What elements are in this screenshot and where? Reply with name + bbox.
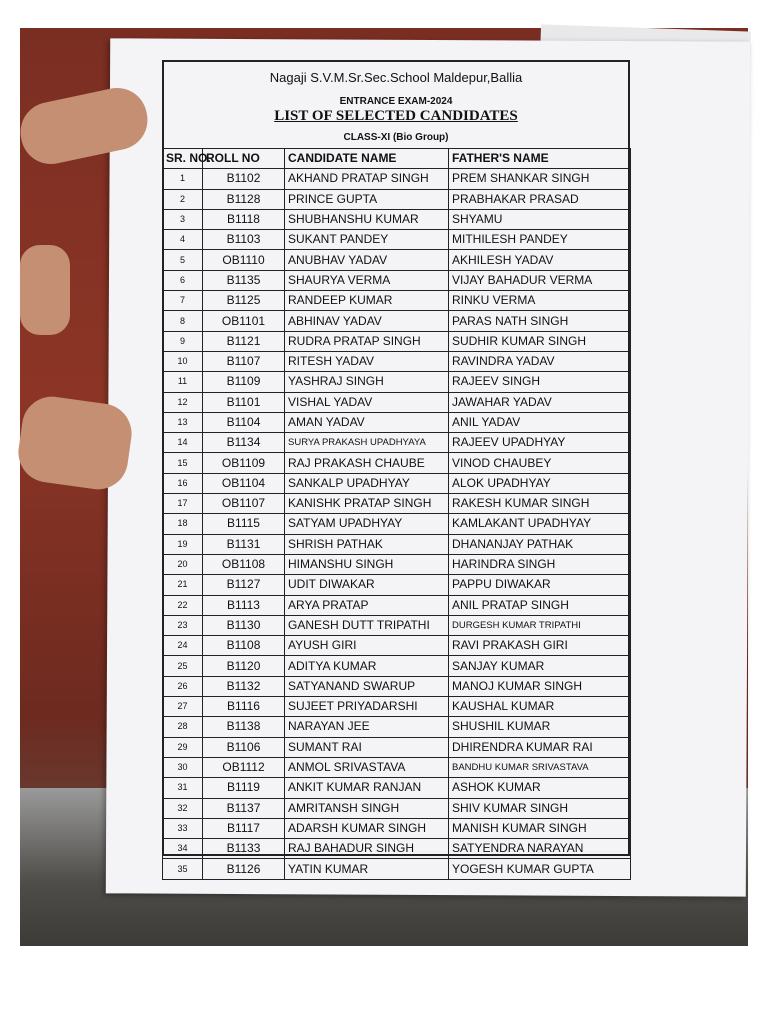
roll-cell: B1120	[203, 656, 285, 676]
table-row	[163, 839, 631, 859]
father-name-cell: MANOJ KUMAR SINGH	[449, 676, 631, 696]
roll-cell: OB1104	[203, 473, 285, 493]
father-name-cell: SANJAY KUMAR	[449, 656, 631, 676]
roll-cell: B1109	[203, 372, 285, 392]
roll-cell: OB1108	[203, 554, 285, 574]
candidate-name-cell: YASHRAJ SINGH	[285, 372, 449, 392]
table-row	[163, 859, 631, 879]
candidate-name-cell: YATIN KUMAR	[285, 859, 449, 879]
sr-cell: 7	[163, 291, 203, 311]
father-name-cell: ANIL PRATAP SINGH	[449, 595, 631, 615]
header-fathers-name: FATHER'S NAME	[449, 149, 631, 169]
table-row	[163, 433, 631, 453]
header-sr-no: SR. NO.	[163, 149, 203, 169]
sr-cell: 19	[163, 534, 203, 554]
roll-cell: B1104	[203, 412, 285, 432]
candidate-name-cell: RAJ PRAKASH CHAUBE	[285, 453, 449, 473]
table-row	[163, 676, 631, 696]
roll-cell: B1133	[203, 839, 285, 859]
father-name-cell: PREM SHANKAR SINGH	[449, 169, 631, 189]
father-name-cell: RAJEEV SINGH	[449, 372, 631, 392]
roll-cell: B1126	[203, 859, 285, 879]
sr-cell: 5	[163, 250, 203, 270]
table-row	[163, 717, 631, 737]
table-row	[163, 757, 631, 777]
roll-cell: B1134	[203, 433, 285, 453]
candidate-name-cell: SATYANAND SWARUP	[285, 676, 449, 696]
roll-cell: B1108	[203, 636, 285, 656]
table-row	[163, 291, 631, 311]
table-row	[163, 615, 631, 635]
roll-cell: B1121	[203, 331, 285, 351]
table-row	[163, 351, 631, 371]
father-name-cell: RAVI PRAKASH GIRI	[449, 636, 631, 656]
table-row	[163, 453, 631, 473]
sr-cell: 17	[163, 494, 203, 514]
roll-cell: B1119	[203, 778, 285, 798]
father-name-cell: DURGESH KUMAR TRIPATHI	[449, 615, 631, 635]
roll-cell: B1113	[203, 595, 285, 615]
table-row	[163, 514, 631, 534]
sr-cell: 1	[163, 169, 203, 189]
table-row	[163, 473, 631, 493]
table-row	[163, 311, 631, 331]
roll-cell: B1130	[203, 615, 285, 635]
table-row	[163, 778, 631, 798]
table-row	[163, 270, 631, 290]
candidate-name-cell: SHAURYA VERMA	[285, 270, 449, 290]
roll-cell: B1125	[203, 291, 285, 311]
father-name-cell: DHIRENDRA KUMAR RAI	[449, 737, 631, 757]
father-name-cell: KAMLAKANT UPADHYAY	[449, 514, 631, 534]
father-name-cell: RAJEEV UPADHYAY	[449, 433, 631, 453]
candidate-name-cell: AYUSH GIRI	[285, 636, 449, 656]
candidate-name-cell: ADARSH KUMAR SINGH	[285, 818, 449, 838]
candidate-name-cell: RAJ BAHADUR SINGH	[285, 839, 449, 859]
selection-list-frame	[162, 60, 630, 876]
table-row	[163, 554, 631, 574]
table-row	[163, 737, 631, 757]
roll-cell: B1101	[203, 392, 285, 412]
candidate-name-cell: AKHAND PRATAP SINGH	[285, 169, 449, 189]
father-name-cell: RAKESH KUMAR SINGH	[449, 494, 631, 514]
sr-cell: 21	[163, 575, 203, 595]
sr-cell: 29	[163, 737, 203, 757]
roll-cell: B1138	[203, 717, 285, 737]
header-candidate-name: CANDIDATE NAME	[285, 149, 449, 169]
table-row	[163, 250, 631, 270]
father-name-cell: RINKU VERMA	[449, 291, 631, 311]
father-name-cell: MANISH KUMAR SINGH	[449, 818, 631, 838]
father-name-cell: ANIL YADAV	[449, 412, 631, 432]
roll-cell: B1116	[203, 697, 285, 717]
sr-cell: 34	[163, 839, 203, 859]
table-row	[163, 169, 631, 189]
table-row	[163, 595, 631, 615]
table-row	[163, 412, 631, 432]
sr-cell: 11	[163, 372, 203, 392]
roll-cell: B1115	[203, 514, 285, 534]
sr-cell: 9	[163, 331, 203, 351]
roll-cell: OB1112	[203, 757, 285, 777]
sr-cell: 12	[163, 392, 203, 412]
father-name-cell: PAPPU DIWAKAR	[449, 575, 631, 595]
table-row	[163, 697, 631, 717]
father-name-cell: MITHILESH PANDEY	[449, 230, 631, 250]
roll-cell: B1118	[203, 209, 285, 229]
roll-cell: OB1107	[203, 494, 285, 514]
candidate-name-cell: ANMOL SRIVASTAVA	[285, 757, 449, 777]
table-row	[163, 818, 631, 838]
table-row	[163, 534, 631, 554]
sr-cell: 32	[163, 798, 203, 818]
school-name: Nagaji S.V.M.Sr.Sec.School Maldepur,Ballia	[269, 70, 523, 85]
sr-cell: 18	[163, 514, 203, 534]
candidate-name-cell: ANKIT KUMAR RANJAN	[285, 778, 449, 798]
candidate-name-cell: NARAYAN JEE	[285, 717, 449, 737]
father-name-cell: SUDHIR KUMAR SINGH	[449, 331, 631, 351]
roll-cell: B1127	[203, 575, 285, 595]
roll-cell: OB1109	[203, 453, 285, 473]
father-name-cell: BANDHU KUMAR SRIVASTAVA	[449, 757, 631, 777]
candidate-name-cell: AMRITANSH SINGH	[285, 798, 449, 818]
sr-cell: 30	[163, 757, 203, 777]
sr-cell: 20	[163, 554, 203, 574]
sr-cell: 10	[163, 351, 203, 371]
candidate-name-cell: KANISHK PRATAP SINGH	[285, 494, 449, 514]
sr-cell: 23	[163, 615, 203, 635]
sr-cell: 24	[163, 636, 203, 656]
sr-cell: 2	[163, 189, 203, 209]
sr-cell: 4	[163, 230, 203, 250]
father-name-cell: DHANANJAY PATHAK	[449, 534, 631, 554]
candidate-name-cell: PRINCE GUPTA	[285, 189, 449, 209]
table-header-row	[163, 149, 631, 169]
sr-cell: 27	[163, 697, 203, 717]
sr-cell: 28	[163, 717, 203, 737]
sr-cell: 6	[163, 270, 203, 290]
table-row	[163, 494, 631, 514]
father-name-cell: RAVINDRA YADAV	[449, 351, 631, 371]
sr-cell: 33	[163, 818, 203, 838]
father-name-cell: ALOK UPADHYAY	[449, 473, 631, 493]
table-row	[163, 636, 631, 656]
candidate-name-cell: ANUBHAV YADAV	[285, 250, 449, 270]
sr-cell: 14	[163, 433, 203, 453]
sr-cell: 25	[163, 656, 203, 676]
candidate-name-cell: SUKANT PANDEY	[285, 230, 449, 250]
sr-cell: 26	[163, 676, 203, 696]
candidate-name-cell: VISHAL YADAV	[285, 392, 449, 412]
roll-cell: B1117	[203, 818, 285, 838]
table-row	[163, 209, 631, 229]
father-name-cell: VIJAY BAHADUR VERMA	[449, 270, 631, 290]
sr-cell: 8	[163, 311, 203, 331]
candidate-name-cell: RUDRA PRATAP SINGH	[285, 331, 449, 351]
candidate-name-cell: SHRISH PATHAK	[285, 534, 449, 554]
father-name-cell: PRABHAKAR PRASAD	[449, 189, 631, 209]
table-row	[163, 798, 631, 818]
sr-cell: 22	[163, 595, 203, 615]
roll-cell: B1131	[203, 534, 285, 554]
candidates-table	[162, 148, 631, 880]
candidate-name-cell: UDIT DIWAKAR	[285, 575, 449, 595]
class-group: CLASS-XI (Bio Group)	[343, 132, 449, 143]
father-name-cell: KAUSHAL KUMAR	[449, 697, 631, 717]
candidate-name-cell: ADITYA KUMAR	[285, 656, 449, 676]
candidate-name-cell: SURYA PRAKASH UPADHYAYA	[285, 433, 449, 453]
candidate-name-cell: RITESH YADAV	[285, 351, 449, 371]
table-row	[163, 372, 631, 392]
father-name-cell: PARAS NATH SINGH	[449, 311, 631, 331]
father-name-cell: HARINDRA SINGH	[449, 554, 631, 574]
candidate-name-cell: SUMANT RAI	[285, 737, 449, 757]
candidate-name-cell: GANESH DUTT TRIPATHI	[285, 615, 449, 635]
father-name-cell: SHUSHIL KUMAR	[449, 717, 631, 737]
roll-cell: B1106	[203, 737, 285, 757]
table-row	[163, 331, 631, 351]
roll-cell: B1103	[203, 230, 285, 250]
table-row	[163, 656, 631, 676]
candidate-name-cell: AMAN YADAV	[285, 412, 449, 432]
candidate-name-cell: SATYAM UPADHYAY	[285, 514, 449, 534]
table-row	[163, 392, 631, 412]
father-name-cell: SATYENDRA NARAYAN	[449, 839, 631, 859]
sr-cell: 31	[163, 778, 203, 798]
roll-cell: OB1101	[203, 311, 285, 331]
candidate-name-cell: SUJEET PRIYADARSHI	[285, 697, 449, 717]
candidate-name-cell: ARYA PRATAP	[285, 595, 449, 615]
roll-cell: OB1110	[203, 250, 285, 270]
sr-cell: 3	[163, 209, 203, 229]
roll-cell: B1132	[203, 676, 285, 696]
header-roll-no: ROLL NO	[203, 149, 285, 169]
sr-cell: 15	[163, 453, 203, 473]
father-name-cell: VINOD CHAUBEY	[449, 453, 631, 473]
father-name-cell: JAWAHAR YADAV	[449, 392, 631, 412]
candidate-name-cell: HIMANSHU SINGH	[285, 554, 449, 574]
father-name-cell: SHIV KUMAR SINGH	[449, 798, 631, 818]
father-name-cell: YOGESH KUMAR GUPTA	[449, 859, 631, 879]
father-name-cell: AKHILESH YADAV	[449, 250, 631, 270]
table-row	[163, 189, 631, 209]
sr-cell: 35	[163, 859, 203, 879]
sr-cell: 16	[163, 473, 203, 493]
roll-cell: B1128	[203, 189, 285, 209]
table-row	[163, 575, 631, 595]
candidate-name-cell: SHUBHANSHU KUMAR	[285, 209, 449, 229]
roll-cell: B1107	[203, 351, 285, 371]
candidate-name-cell: ABHINAV YADAV	[285, 311, 449, 331]
father-name-cell: ASHOK KUMAR	[449, 778, 631, 798]
exam-title: ENTRANCE EXAM-2024	[339, 96, 453, 107]
hand-holding-paper	[20, 95, 150, 495]
candidate-name-cell: RANDEEP KUMAR	[285, 291, 449, 311]
roll-cell: B1135	[203, 270, 285, 290]
roll-cell: B1137	[203, 798, 285, 818]
roll-cell: B1102	[203, 169, 285, 189]
sr-cell: 13	[163, 412, 203, 432]
list-title: LIST OF SELECTED CANDIDATES	[274, 108, 518, 124]
candidate-name-cell: SANKALP UPADHYAY	[285, 473, 449, 493]
father-name-cell: SHYAMU	[449, 209, 631, 229]
table-row	[163, 230, 631, 250]
